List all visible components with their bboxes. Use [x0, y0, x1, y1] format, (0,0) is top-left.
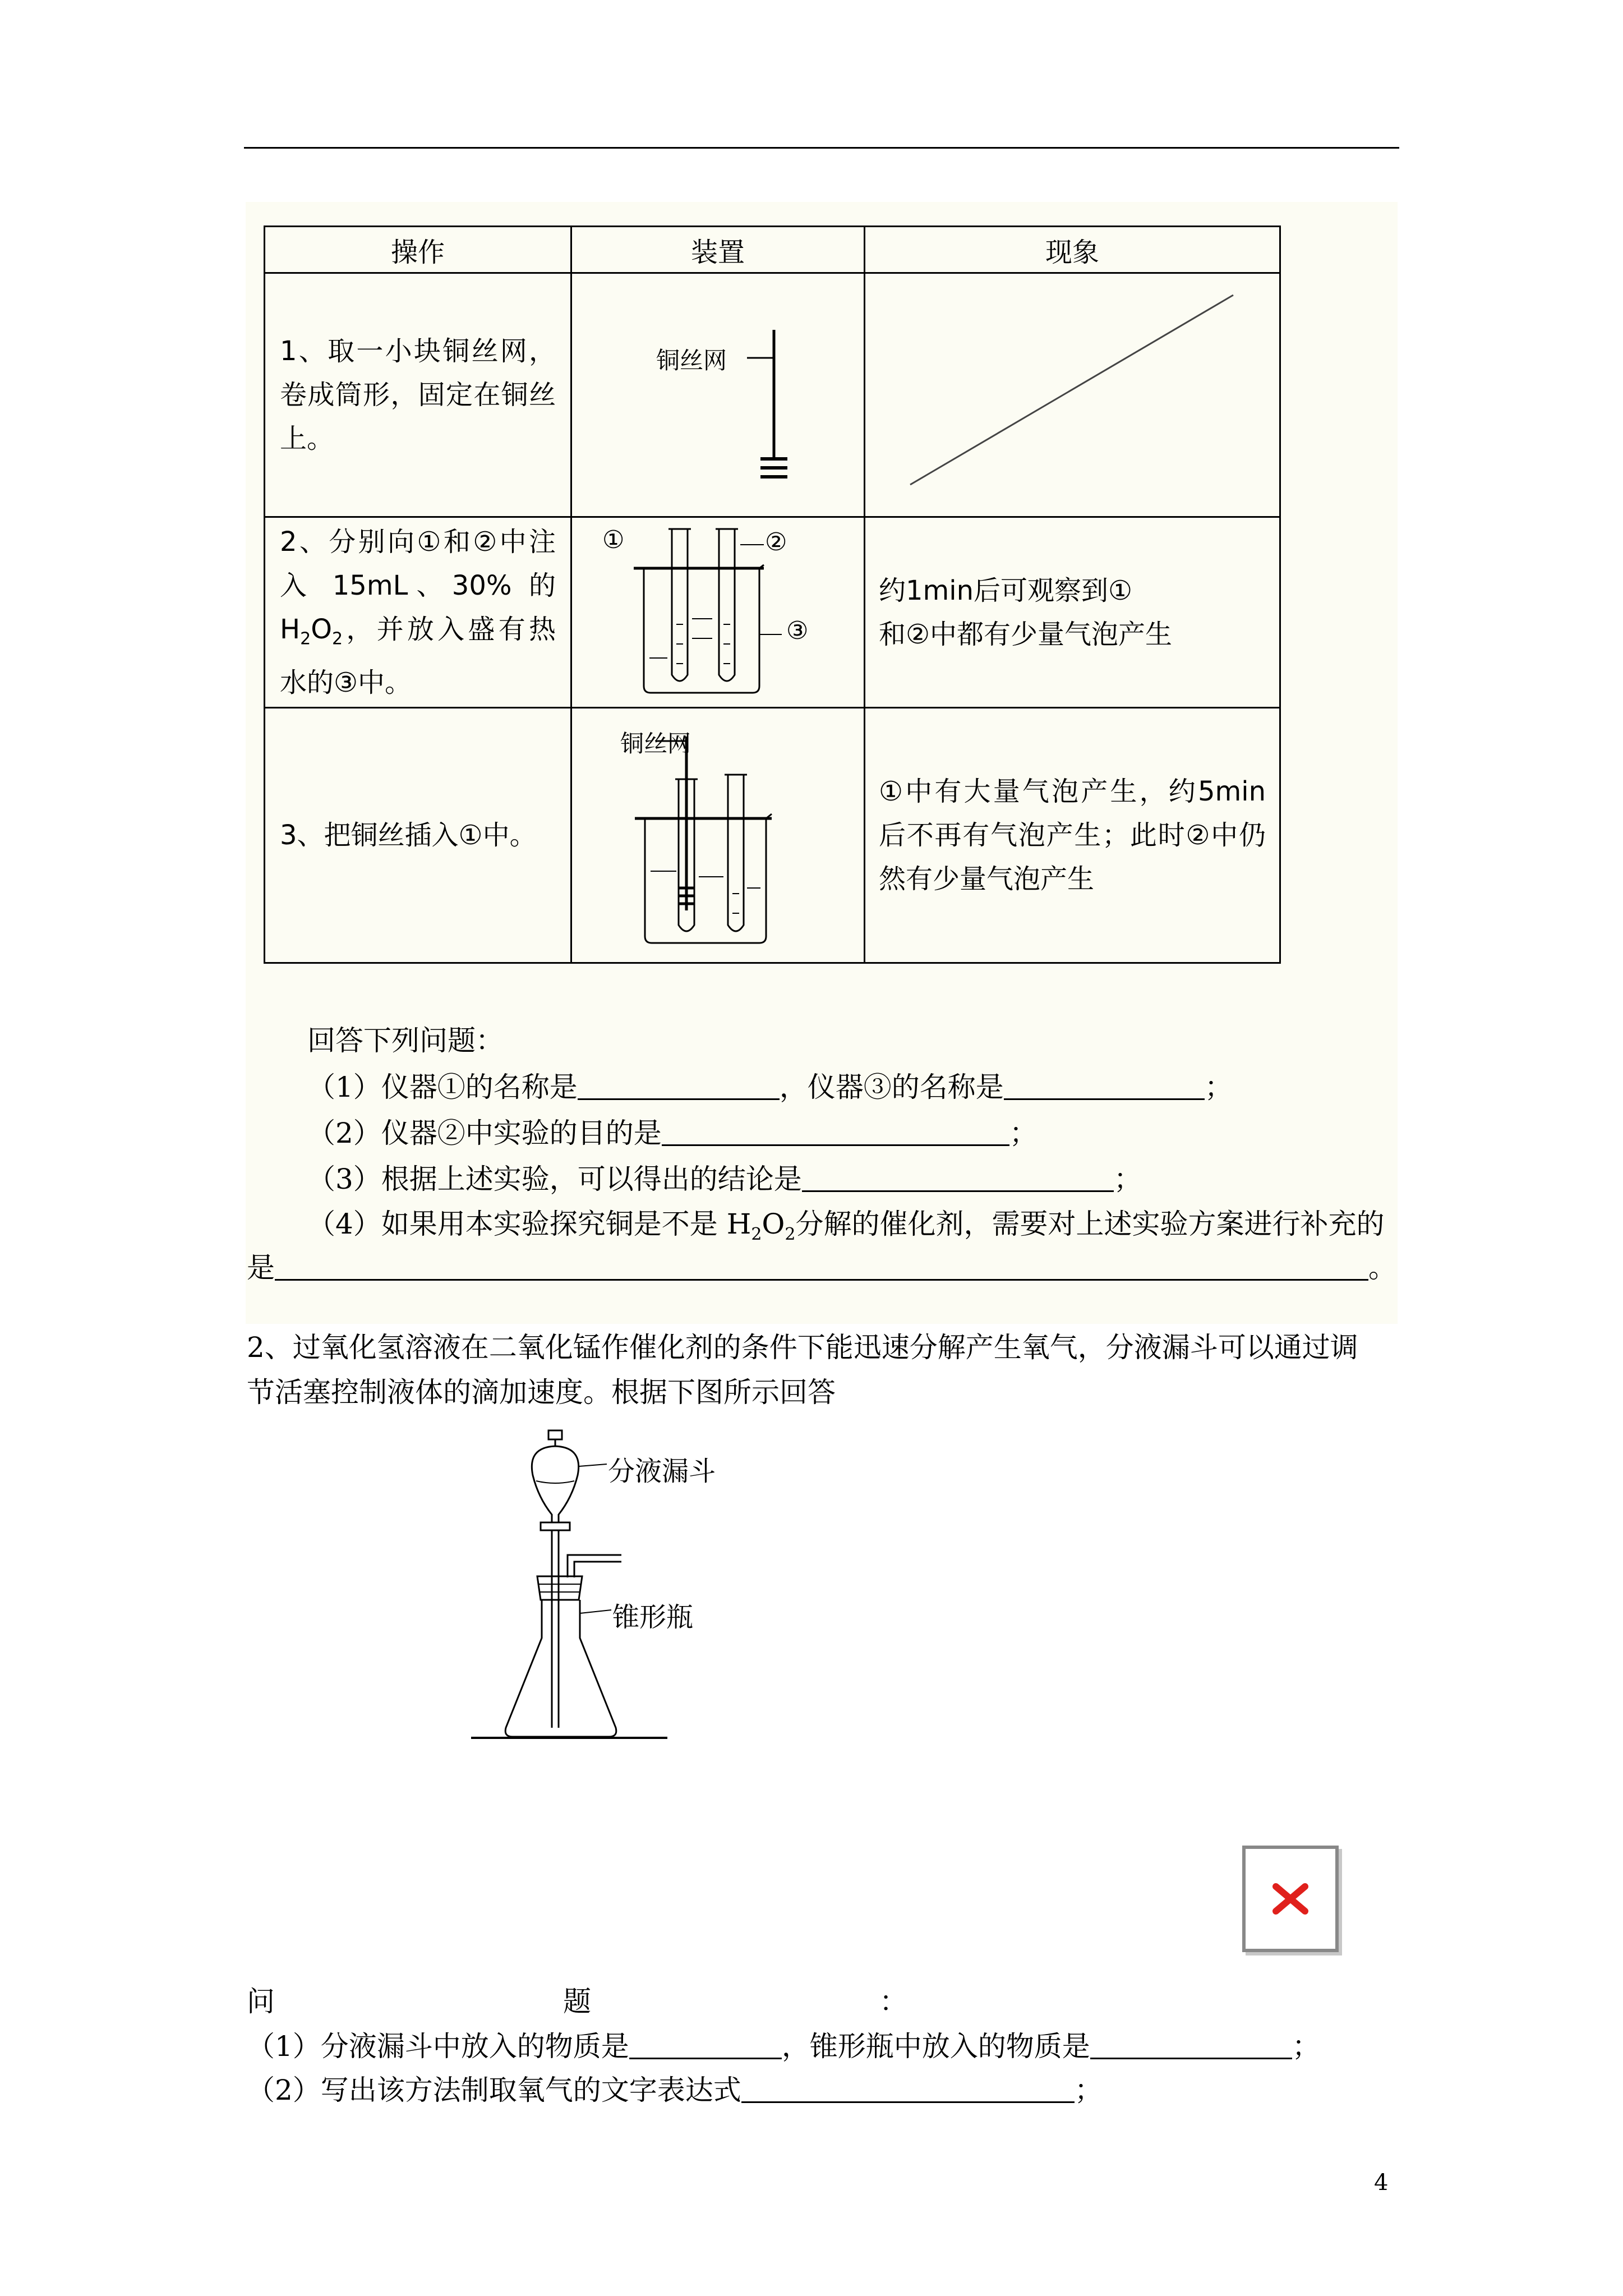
header-operation: 操作	[265, 227, 571, 273]
question-2-2: （2）写出该方法制取氧气的文字表达式 ；	[247, 2074, 1103, 2106]
row1-phenomenon	[865, 273, 1280, 517]
answer-blank[interactable]	[275, 1251, 1368, 1281]
funnel-label: 分液漏斗	[608, 1456, 716, 1487]
copper-mesh-label: 铜丝网	[620, 730, 691, 757]
row1-apparatus	[571, 273, 865, 517]
experiment-table	[264, 226, 1281, 937]
table-row	[265, 708, 1280, 963]
questions2-heading-2: 题	[563, 1985, 591, 2018]
row2-phenomenon	[865, 517, 1280, 708]
question-1-2: （2）仪器②中实验的目的是 ；	[307, 1117, 1038, 1149]
table-row	[265, 273, 1280, 517]
row2-phenomenon-line1: 约1min后可观察到①	[879, 574, 1133, 606]
header-apparatus: 装置	[571, 227, 865, 273]
problem-2-line1: 2、过氧化氢溶液在二氧化锰作催化剂的条件下能迅速分解产生氧气，分液漏斗可以通过调	[247, 1331, 1358, 1364]
question-1-4-cont: 是 。	[247, 1251, 1396, 1284]
red-x-icon	[1268, 1876, 1313, 1921]
questions2-heading-3: ：	[879, 1985, 907, 2018]
row2-apparatus	[571, 517, 865, 708]
answer-blank[interactable]	[578, 1070, 780, 1100]
answer-blank[interactable]	[741, 2073, 1075, 2103]
copper-mesh-inserted-diagram	[572, 708, 864, 955]
page-number: 4	[1374, 2170, 1389, 2196]
copper-mesh-wire-diagram	[572, 274, 864, 509]
label-tube-1: ①	[602, 526, 625, 554]
answer-blank[interactable]	[629, 2030, 782, 2059]
broken-image-icon	[1242, 1846, 1339, 1952]
answer-blank[interactable]	[802, 1162, 1114, 1192]
questions-intro: 回答下列问题：	[307, 1024, 504, 1057]
copper-mesh-label: 铜丝网	[656, 347, 727, 374]
flask-label: 锥形瓶	[612, 1602, 694, 1633]
label-tube-2: ②	[765, 528, 787, 556]
table-row	[265, 517, 1280, 708]
diagonal-line-mark	[865, 274, 1279, 509]
answer-blank[interactable]	[662, 1116, 1009, 1146]
row3-phenomenon: ①中有大量气泡产生，约5min后不再有气泡产生；此时②中仍然有少量气泡产生	[865, 708, 1280, 963]
answer-blank[interactable]	[1090, 2030, 1292, 2059]
table-header-row	[265, 227, 1280, 273]
funnel-flask-diagram	[460, 1425, 751, 1773]
row3-operation: 3、把铜丝插入①中。	[265, 708, 571, 963]
questions2-heading-1: 问	[247, 1985, 275, 2018]
question-1-1: （1）仪器①的名称是 ，仪器③的名称是 ；	[307, 1071, 1233, 1103]
row1-operation: 1、取一小块铜丝网，卷成筒形，固定在铜丝上。	[265, 273, 571, 517]
header-phenomenon: 现象	[865, 227, 1280, 273]
question-1-4: （4）如果用本实验探究铜是不是 $H_2O_2$分解的催化剂，需要对上述实验方案进行补充的	[307, 1208, 1385, 1244]
answer-blank[interactable]	[1004, 1070, 1205, 1100]
question-2-1: （1）分液漏斗中放入的物质是 ，锥形瓶中放入的物质是 ；	[247, 2030, 1320, 2063]
row2-operation: 2、分别向①和②中注入 15mL、30% 的 $H_2O_2$，并放入盛有热水的③中。	[265, 517, 571, 708]
row3-apparatus	[571, 708, 865, 963]
question-1-3: （3）根据上述实验，可以得出的结论是 ；	[307, 1163, 1142, 1195]
header-rule	[244, 147, 1399, 149]
row2-phenomenon-line2: 和②中都有少量气泡产生	[879, 618, 1173, 650]
label-beaker-3: ③	[786, 616, 809, 645]
problem-2-line2: 节活塞控制液体的滴加速度。根据下图所示回答	[247, 1376, 836, 1409]
